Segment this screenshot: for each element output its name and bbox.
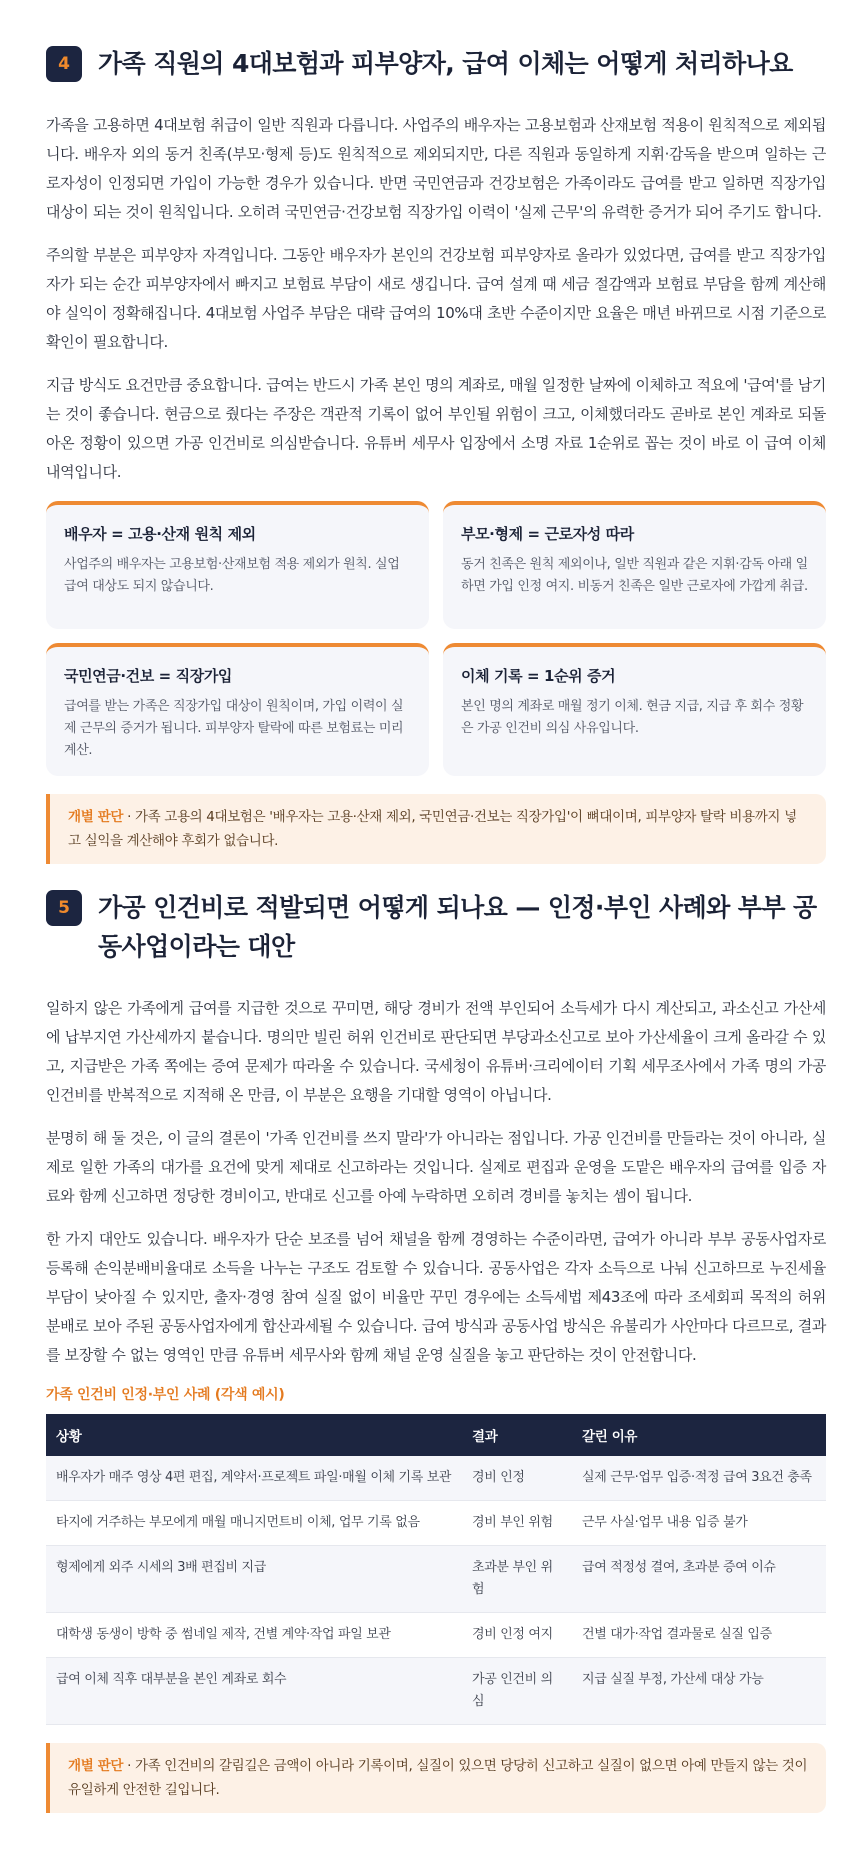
table-cell: 배우자가 매주 영상 4편 편집, 계약서·프로젝트 파일·매월 이체 기록 보관 [46, 1456, 462, 1501]
section-4-header [46, 44, 826, 83]
table-cell: 급여 적정성 결여, 초과분 증여 이슈 [572, 1546, 826, 1613]
table-row [46, 1501, 826, 1546]
table-cell: 경비 부인 위험 [462, 1501, 572, 1546]
paragraph: 가족을 고용하면 4대보험 취급이 일반 직원과 다릅니다. 사업주의 배우자는 고용보험과 산재보험 적용이 원칙적으로 제외됩니다. 배우자 외의 동거 친족(부모·형제 등)도 원칙적으로 제외되지만, 다른 직원과 동일하게 지휘·감독을 받으며 일하는 근로자성이 인정되면 가입이 가능한 경우가 있습니다. 반면 국민연금과 건강보험은 가족이라도 급여를 받고 일하면 직장가입 대상이 되는 것이 원칙입니다. 오히려 국민연금·건강보험 직장가입 이력이 '실제 근무'의 유력한 증거가 되어 주기도 합니다. [46, 116, 826, 221]
card-text: 본인 명의 계좌로 매월 정기 이체. 현금 지급, 지급 후 회수 정황은 가공 인건비 의심 사유입니다. [461, 699, 804, 736]
table-cell: 급여 이체 직후 대부분을 본인 계좌로 회수 [46, 1658, 462, 1725]
cases-table [46, 1414, 826, 1725]
column-header: 갈린 이유 [572, 1414, 826, 1456]
table-cell: 가공 인건비 의심 [462, 1658, 572, 1725]
summary-card [46, 501, 429, 629]
card-title: 국민연금·건보 = 직장가입 [64, 667, 233, 685]
section-5-header [46, 888, 826, 966]
section-title: 가족 직원의 4대보험과 피부양자, 급여 이체는 어떻게 처리하나요 [98, 49, 793, 78]
card-text: 급여를 받는 가족은 직장가입 대상이 원칙이며, 가입 이력이 실제 근무의 증거가 됩니다. 피부양자 탈락에 따른 보험료는 미리 계산. [64, 699, 404, 758]
table-cell: 타지에 거주하는 부모에게 매월 매니지먼트비 이체, 업무 기록 없음 [46, 1501, 462, 1546]
table-cell: 경비 인정 [462, 1456, 572, 1501]
card-text: 동거 친족은 원칙 제외이나, 일반 직원과 같은 지휘·감독 아래 일하면 가입 인정 여지. 비동거 친족은 일반 근로자에 가깝게 취급. [461, 557, 808, 594]
summary-card [443, 643, 826, 776]
callout-lead: 개별 판단 [68, 809, 124, 825]
paragraph: 지급 방식도 요건만큼 중요합니다. 급여는 반드시 가족 본인 명의 계좌로, 매월 일정한 날짜에 이체하고 적요에 '급여'를 남기는 것이 좋습니다. 현금으로 줬다는 주장은 객관적 기록이 없어 부인될 위험이 크고, 이체했더라도 곧바로 본인 계좌로 되돌아온 정황이 있으면 가공 인건비로 의심받습니다. 유튜버 세무사 입장에서 소명 자료 1순위로 꼽는 것이 바로 이 급여 이체 내역입니다. [46, 376, 826, 481]
card-text: 사업주의 배우자는 고용보험·산재보험 적용 제외가 원칙. 실업급여 대상도 되지 않습니다. [64, 557, 400, 594]
table-cell: 실제 근무·업무 입증·적정 급여 3요건 충족 [572, 1456, 826, 1501]
table-cell: 경비 인정 여지 [462, 1613, 572, 1658]
table-cell: 근무 사실·업무 내용 입증 불가 [572, 1501, 826, 1546]
table-row [46, 1658, 826, 1725]
paragraph: 일하지 않은 가족에게 급여를 지급한 것으로 꾸미면, 해당 경비가 전액 부인되어 소득세가 다시 계산되고, 과소신고 가산세에 납부지연 가산세까지 붙습니다. 명의만 빌린 허위 인건비로 판단되면 부당과소신고로 보아 가산세율이 크게 올라갈 수 있고, 지급받은 가족 쪽에는 증여 문제가 따라올 수 있습니다. 국세청이 유튜버·크리에이터 기획 세무조사에서 가족 명의 가공 인건비를 반복적으로 지적해 온 만큼, 이 부분은 요행을 기대할 영역이 아닙니다. [46, 999, 826, 1104]
table-row [46, 1546, 826, 1613]
table-cell: 건별 대가·작업 결과물로 실질 입증 [572, 1613, 826, 1658]
table-cell: 형제에게 외주 시세의 3배 편집비 지급 [46, 1546, 462, 1613]
judgment-callout [46, 794, 826, 864]
summary-card [46, 643, 429, 776]
card-title: 부모·형제 = 근로자성 따라 [461, 525, 634, 543]
summary-card [443, 501, 826, 629]
callout-text: · 가족 인건비의 갈림길은 금액이 아니라 기록이며, 실질이 있으면 당당히 신고하고 실질이 없으면 아예 만들지 않는 것이 유일하게 안전한 길입니다. [68, 1758, 808, 1798]
table-row [46, 1613, 826, 1658]
table-cell: 초과분 부인 위험 [462, 1546, 572, 1613]
callout-lead: 개별 판단 [68, 1758, 124, 1774]
table-caption: 가족 인건비 인정·부인 사례 (각색 예시) [46, 1387, 285, 1403]
table-cell: 대학생 동생이 방학 중 썸네일 제작, 건별 계약·작업 파일 보관 [46, 1613, 462, 1658]
column-header: 결과 [462, 1414, 572, 1456]
callout-text: · 가족 고용의 4대보험은 '배우자는 고용·산재 제외, 국민연금·건보는 직장가입'이 뼈대이며, 피부양자 탈락 비용까지 넣고 실익을 계산해야 후회가 없습니다. [68, 809, 797, 849]
section-number-badge: 5 [46, 890, 82, 926]
paragraph: 분명히 해 둘 것은, 이 글의 결론이 '가족 인건비를 쓰지 말라'가 아니라는 점입니다. 가공 인건비를 만들라는 것이 아니라, 실제로 일한 가족의 대가를 요건에 맞게 제대로 신고하라는 것입니다. 실제로 편집과 운영을 도맡은 배우자의 급여를 입증 자료와 함께 신고하면 정당한 경비이고, 반대로 신고를 아예 누락하면 오히려 경비를 놓치는 셈이 됩니다. [46, 1129, 826, 1205]
card-title: 배우자 = 고용·산재 원칙 제외 [64, 525, 256, 543]
column-header: 상황 [46, 1414, 462, 1456]
table-cell: 지급 실질 부정, 가산세 대상 가능 [572, 1658, 826, 1725]
card-title: 이체 기록 = 1순위 증거 [461, 667, 616, 685]
paragraph: 주의할 부분은 피부양자 자격입니다. 그동안 배우자가 본인의 건강보험 피부양자로 올라가 있었다면, 급여를 받고 직장가입자가 되는 순간 피부양자에서 빠지고 보험료 부담이 새로 생깁니다. 급여 설계 때 세금 절감액과 보험료 부담을 함께 계산해야 실익이 정확해집니다. 4대보험 사업주 부담은 대략 급여의 10%대 초반 수준이지만 요율은 매년 바뀌므로 시점 기준으로 확인이 필요합니다. [46, 246, 826, 351]
judgment-callout [46, 1743, 826, 1813]
table-row [46, 1456, 826, 1501]
paragraph: 한 가지 대안도 있습니다. 배우자가 단순 보조를 넘어 채널을 함께 경영하는 수준이라면, 급여가 아니라 부부 공동사업자로 등록해 손익분배비율대로 소득을 나누는 구조도 검토할 수 있습니다. 공동사업은 각자 소득으로 나눠 신고하므로 누진세율 부담이 낮아질 수 있지만, 출자·경영 참여 실질 없이 비율만 꾸민 경우에는 소득세법 제43조에 따라 조세회피 목적의 허위 분배로 보아 주된 공동사업자에게 합산과세될 수 있습니다. 급여 방식과 공동사업 방식은 유불리가 사안마다 다르므로, 결과를 보장할 수 없는 영역인 만큼 유튜버 세무사와 함께 채널 운영 실질을 놓고 판단하는 것이 안전합니다. [46, 1230, 826, 1364]
section-number-badge: 4 [46, 46, 82, 82]
table-header-row [46, 1414, 826, 1456]
section-title: 가공 인건비로 적발되면 어떻게 되나요 — 인정·부인 사례와 부부 공동사업이라는 대안 [98, 893, 817, 961]
summary-cards [46, 501, 826, 776]
